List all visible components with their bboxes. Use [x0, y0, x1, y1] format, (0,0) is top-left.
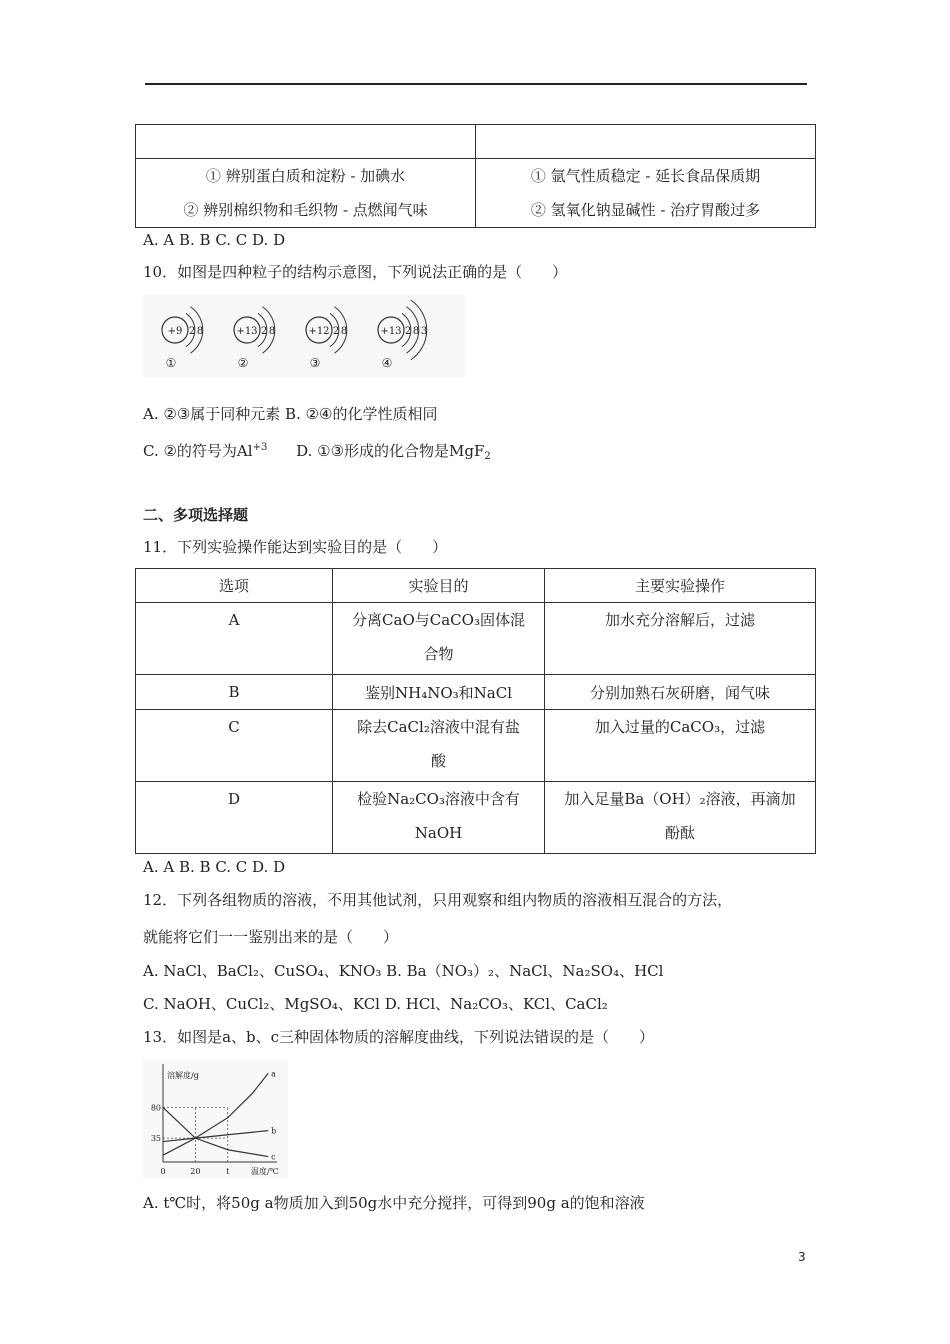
q9-cell-right: [476, 159, 816, 228]
q11-row-d-option: D: [136, 782, 333, 854]
x-tick-t: t: [226, 1167, 230, 1176]
q11-row-b-operation: 分别加熟石灰研磨，闻气味: [545, 675, 816, 710]
shell-electrons-4-3: 3: [420, 326, 428, 337]
q10-atom-diagram: [143, 295, 465, 377]
q9-cell-left: [136, 159, 476, 228]
q10-option-cd: [143, 438, 491, 467]
q11-row-c-aim: [333, 710, 545, 782]
q10-option-a: A. ②③属于同种元素: [143, 405, 281, 423]
q9-left-line-2: ② 辨别棉织物和毛织物 - 点燃闻气味: [183, 201, 428, 219]
particle-label-2: ②: [237, 356, 249, 370]
particle-label-1: ①: [165, 356, 177, 370]
curve-label-c: c: [271, 1152, 276, 1162]
nucleus-charge-4: +13: [380, 326, 402, 337]
q12-option-ab: A. NaCl、BaCl₂、CuSO₄、KNO₃ B. Ba（NO₃）₂、NaCl、Na₂SO₄、HCl: [143, 962, 664, 980]
y-axis-label: 溶解度/g: [167, 1071, 199, 1080]
q11-row-d-aim-line-2: NaOH: [414, 824, 463, 842]
q10-option-ab: [143, 404, 438, 424]
y-tick-35: 35: [150, 1134, 161, 1144]
q10-option-d: D. ①③形成的化合物是MgF: [296, 442, 485, 460]
q9-right-line-2: ② 氢氧化钠显碱性 - 治疗胃酸过多: [530, 201, 761, 219]
particle-label-3: ③: [309, 356, 321, 370]
shell-electrons-4-2: 8: [412, 326, 420, 337]
q11-row-b-option: B: [136, 675, 333, 710]
shell-electrons-2-1: 2: [260, 326, 268, 337]
q9-empty-cell-right: [476, 125, 816, 159]
q11-header-operation: 主要实验操作: [545, 569, 816, 603]
x-tick-20: 20: [190, 1167, 201, 1176]
curve-label-a: a: [271, 1069, 276, 1079]
q13-stem: 13．如图是a、b、c三种固体物质的溶解度曲线，下列说法错误的是（ ）: [143, 1028, 655, 1046]
shell-electrons-1-2: 8: [196, 326, 204, 337]
nucleus-charge-1: +9: [167, 326, 183, 337]
q9-empty-cell-left: [136, 125, 476, 159]
q11-row-d-operation-line-2: 酚酞: [664, 824, 695, 842]
shell-electrons-2-2: 8: [268, 326, 276, 337]
q13-solubility-chart: [143, 1060, 288, 1178]
q11-row-a-aim: [333, 603, 545, 675]
q11-row-c-operation: [545, 710, 816, 782]
q11-header-option: 选项: [136, 569, 333, 603]
q11-row-d-operation-line-1: 加入足量Ba（OH）₂溶液，再滴加: [564, 790, 796, 808]
q11-row-a-aim-line-2: 合物: [423, 645, 454, 663]
q11-row-c-aim-line-1: 除去CaCl₂溶液中混有盐: [357, 718, 520, 736]
shell-electrons-1-1: 2: [188, 326, 196, 337]
header-rule: [145, 83, 807, 85]
q11-row-a-option: A: [136, 603, 333, 675]
q11-row-d-aim-line-1: 检验Na₂CO₃溶液中含有: [357, 790, 520, 808]
q11-row-a-aim-line-1: 分离CaO与CaCO₃固体混: [352, 611, 525, 629]
q11-row-a-operation: [545, 603, 816, 675]
q11-options: A. A B. B C. C D. D: [143, 858, 286, 876]
curve-label-b: b: [271, 1126, 277, 1136]
q12-stem-line-2: 就能将它们一一鉴别出来的是（ ）: [143, 928, 399, 946]
q13-option-a: A. t℃时，将50g a物质加入到50g水中充分搅拌，可得到90g a的饱和溶液: [143, 1194, 645, 1212]
q10-stem: 10．如图是四种粒子的结构示意图，下列说法正确的是（ ）: [143, 263, 568, 281]
q11-row-d-aim: [333, 782, 545, 854]
q12-option-cd: C. NaOH、CuCl₂、MgSO₄、KCl D. HCl、Na₂CO₃、KCl、CaCl₂: [143, 995, 608, 1013]
particle-label-4: ④: [381, 356, 393, 370]
q11-row-c-operation-line-1: 加入过量的CaCO₃，过滤: [594, 718, 766, 736]
q11-row-c-aim-line-2: 酸: [430, 752, 446, 770]
q9-right-line-1: ① 氩气性质稳定 - 延长食品保质期: [530, 167, 761, 185]
q11-table: [135, 568, 816, 854]
q10-option-c: C. ②的符号为Al: [143, 442, 253, 460]
page-number: 3: [798, 1250, 806, 1264]
q9-left-line-1: ① 辨别蛋白质和淀粉 - 加碘水: [205, 167, 406, 185]
shell-electrons-4-1: 2: [404, 326, 412, 337]
q11-header-aim: 实验目的: [333, 569, 545, 603]
y-tick-80: 80: [150, 1103, 161, 1113]
q11-row-b-aim: 鉴别NH₄NO₃和NaCl: [333, 675, 545, 710]
q9-options: A. A B. B C. C D. D: [143, 231, 286, 249]
x-tick-0: 0: [160, 1167, 166, 1176]
q11-row-a-operation-line-1: 加水充分溶解后，过滤: [604, 611, 755, 629]
q11-row-d-operation: [545, 782, 816, 854]
chart-bg: [143, 1060, 288, 1178]
q9-table: [135, 124, 816, 228]
section-title-multiple-choice: 二、多项选择题: [143, 506, 249, 524]
shell-electrons-3-2: 8: [340, 326, 348, 337]
shell-electrons-3-1: 2: [332, 326, 340, 337]
x-axis-label: 温度/℃: [251, 1167, 279, 1176]
q12-stem-line-1: 12．下列各组物质的溶液，不用其他试剂，只用观察和组内物质的溶液相互混合的方法，: [143, 891, 733, 909]
q11-row-c-option: C: [136, 710, 333, 782]
q10-option-d-sub: 2: [484, 451, 491, 462]
nucleus-charge-2: +13: [236, 326, 258, 337]
nucleus-charge-3: +12: [308, 326, 330, 337]
q10-option-c-charge: +3: [252, 442, 268, 453]
q11-stem: 11．下列实验操作能达到实验目的是（ ）: [143, 538, 448, 556]
q10-option-b: B. ②④的化学性质相同: [285, 405, 438, 423]
